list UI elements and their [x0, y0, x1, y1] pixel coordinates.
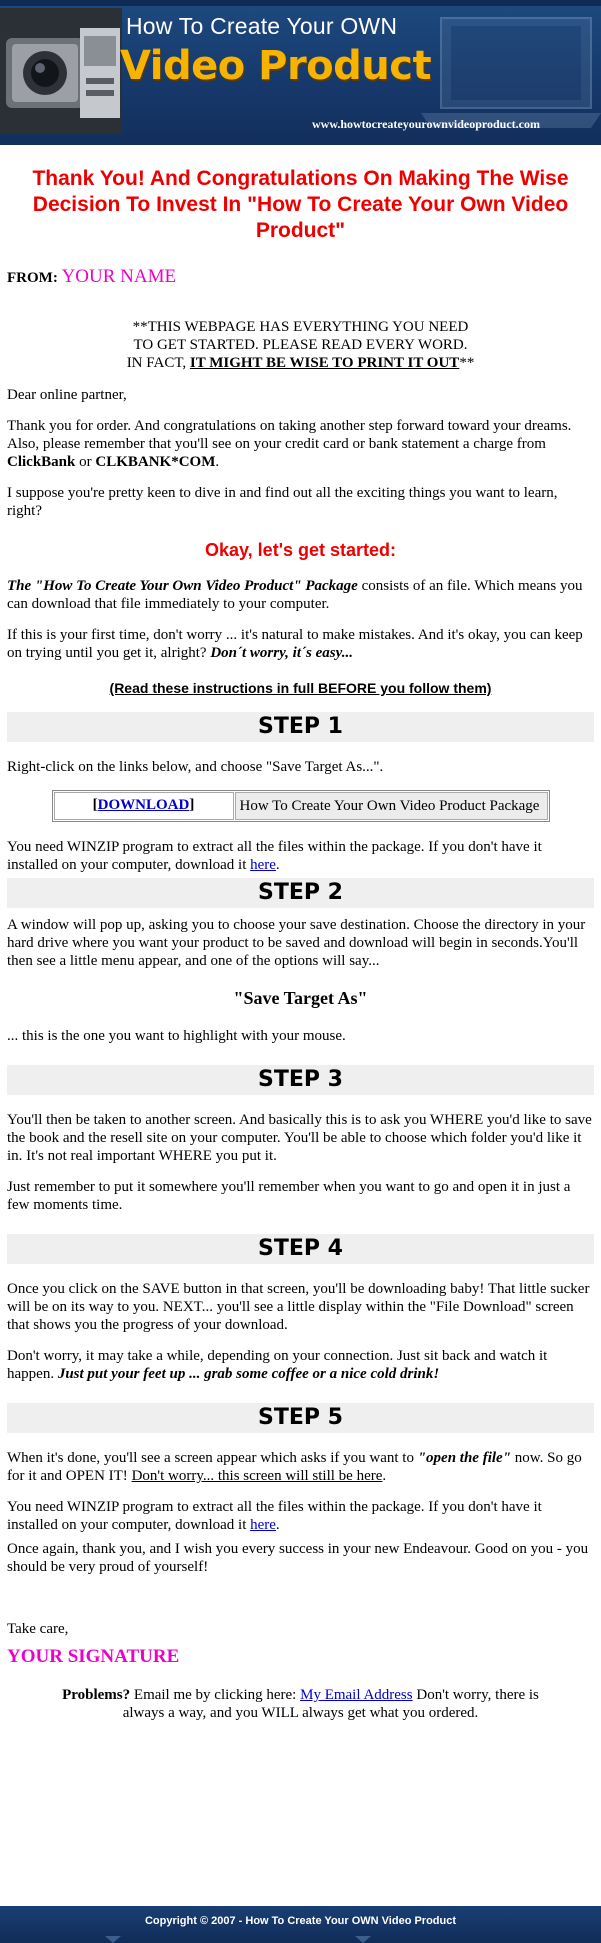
winzip-link-2[interactable]: here: [250, 1517, 276, 1533]
step2-after: ... this is the one you want to highlight with your mouse.: [7, 1028, 346, 1044]
problems-label: Problems?: [62, 1687, 131, 1703]
notice-line3-emph: IT MIGHT BE WISE TO PRINT IT OUT: [189, 355, 460, 371]
step2-text: A window will pop up, asking you to choose your save destination. Choose the directory in your hard drive where you want your product to be saved and download will begin in seconds.You'll then see a little menu appear, and one of the options will say...: [7, 917, 586, 969]
download-row: [54, 792, 548, 820]
problems-paragraph: [7, 1686, 594, 1722]
closing-paragraph: Once again, thank you, and I wish you every success in your new Endeavour. Good on you - you should be very proud of yourself!: [7, 1541, 589, 1575]
thanks-paragraph: [7, 417, 594, 471]
first-time-emph: Don´t worry, it´s easy...: [210, 645, 353, 661]
step5-paragraph-1: [7, 1449, 594, 1485]
instructions-note: (Read these instructions in full BEFORE you follow them): [109, 680, 492, 696]
package-name: The "How To Create Your Own Video Product" Package: [7, 578, 358, 594]
winzip-end-1: .: [275, 857, 280, 873]
step5-text-a: When it's done, you'll see a screen appear which asks if you want to: [7, 1450, 414, 1466]
header-banner: [0, 0, 601, 145]
step2-heading: STEP 2: [7, 878, 594, 908]
keen-paragraph: I suppose you're pretty keen to dive in and find out all the exciting things you want to learn, right?: [7, 485, 558, 519]
first-time-text: If this is your first time, don't worry ... it's natural to make mistakes. And it's okay, you can keep on trying until you get it, alright?: [7, 627, 583, 661]
thanks-text: Thank you for order. And congratulations on taking another step forward toward your dreams. Also, please remember that you'll see on your credit card or bank statement a charge from: [7, 418, 572, 452]
footer-bar: [0, 1906, 601, 1943]
greeting: Dear online partner,: [7, 387, 127, 403]
step1-text: Right-click on the links below, and choose "Save Target As...".: [7, 759, 384, 775]
step3-paragraph-1: You'll then be taken to another screen. And basically this is to ask you WHERE you'd like to save the book and the resell site on your computer. You'll be able to choose which folder you'd like it in. It's not real important WHERE you put it.: [7, 1112, 592, 1164]
step4-emph: Just put your feet up ... grab some coffee or a nice cold drink!: [57, 1366, 440, 1382]
from-label: FROM:: [7, 270, 58, 286]
step4-paragraph-1: Once you click on the SAVE button in that screen, you'll be downloading baby! That little sucker will be on its way to you. NEXT... you'll see a little display within the "File Download" screen that shows you the progress of your download.: [7, 1281, 590, 1333]
step4-paragraph-2: [7, 1347, 594, 1383]
step4-text: Don't worry, it may take a while, depending on your connection. Just sit back and watch it happen.: [7, 1348, 548, 1382]
bracket-open: [: [92, 797, 98, 813]
from-line: [7, 266, 594, 288]
footer-copyright: Copyright © 2007 - How To Create Your OWN Video Product: [144, 1915, 457, 1927]
step5-text-b: now. So go for it and OPEN IT!: [7, 1450, 582, 1484]
problems-text-2: Don't worry, there is always a way, and you WILL always get what you ordered.: [122, 1687, 539, 1721]
thanks-end: .: [215, 454, 220, 470]
brand-clickbank: ClickBank: [7, 454, 76, 470]
video-camera-icon: [0, 8, 122, 133]
laptop-icon: [411, 8, 601, 133]
step3-heading: STEP 3: [7, 1065, 594, 1095]
take-care: Take care,: [7, 1621, 69, 1637]
winzip-text-1: You need WINZIP program to extract all the files within the package. If you don't have it installed on your computer, download it: [7, 839, 542, 873]
step5-underline: Don't worry... this screen will still be here: [131, 1468, 383, 1484]
notice-line2: TO GET STARTED. PLEASE READ EVERY WORD.: [133, 337, 468, 353]
winzip-text-2: You need WINZIP program to extract all the files within the package. If you don't have it installed on your computer, download it: [7, 1499, 542, 1533]
footer-triangle-left-icon: [105, 1936, 121, 1943]
save-target-as-label: "Save Target As": [233, 988, 368, 1008]
okay-heading: Okay, let's get started:: [204, 540, 396, 560]
winzip-link-1[interactable]: here: [250, 857, 276, 873]
from-name: YOUR NAME: [61, 266, 177, 287]
download-description: How To Create Your Own Video Product Package: [235, 792, 548, 820]
thanks-or: or: [79, 454, 92, 470]
download-cell: [54, 792, 234, 820]
problems-text: Email me by clicking here:: [133, 1687, 297, 1703]
header-title-line1: How To Create Your OWN: [126, 13, 398, 39]
package-text: consists of an file. Which means you can download that file immediately to your computer.: [7, 578, 583, 612]
page-headline: Thank You! And Congratulations On Making The Wise Decision To Invest In "How To Create Your Own Video Product": [32, 167, 569, 242]
download-table: [52, 790, 550, 822]
step5-heading: STEP 5: [7, 1403, 594, 1433]
bracket-close: ]: [189, 797, 195, 813]
brand-clkbank: CLKBANK*COM: [95, 454, 216, 470]
step3-paragraph-2: Just remember to put it somewhere you'll remember when you want to go and open it in just a few moments time.: [7, 1179, 571, 1213]
notice-line3-prefix: IN FACT,: [126, 355, 187, 371]
first-time-paragraph: [7, 626, 594, 662]
winzip-paragraph-1: [7, 838, 594, 874]
header-title-line2: Video Product: [120, 43, 432, 89]
winzip-paragraph-2: [7, 1498, 594, 1534]
footer-triangle-right-icon: [355, 1936, 371, 1943]
package-paragraph: [7, 577, 594, 613]
main-content: [7, 158, 594, 1735]
step5-emph: "open the file": [417, 1450, 512, 1466]
step5-end: .: [382, 1468, 387, 1484]
email-link[interactable]: My Email Address: [300, 1687, 413, 1703]
header-top-edge: [0, 0, 601, 6]
winzip-end-2: .: [275, 1517, 280, 1533]
step4-heading: STEP 4: [7, 1234, 594, 1264]
print-notice: [7, 318, 594, 372]
header-url: www.howtocreateyourownvideoproduct.com: [312, 117, 540, 131]
download-link[interactable]: DOWNLOAD: [97, 797, 190, 813]
step1-heading: STEP 1: [7, 712, 594, 742]
signature: YOUR SIGNATURE: [7, 1646, 180, 1667]
notice-line1: **THIS WEBPAGE HAS EVERYTHING YOU NEED: [132, 319, 469, 335]
notice-line3-suffix: **: [459, 355, 475, 371]
